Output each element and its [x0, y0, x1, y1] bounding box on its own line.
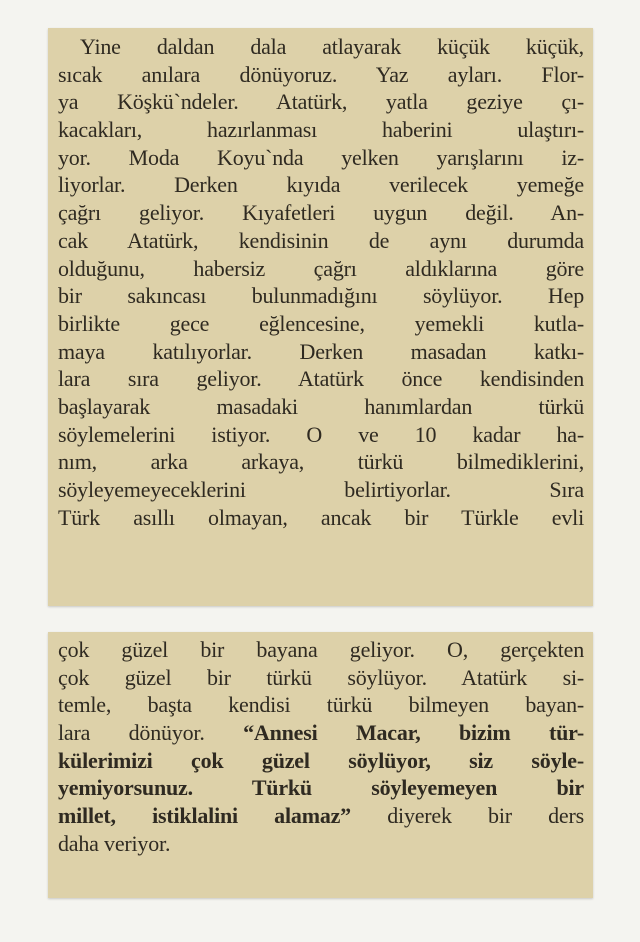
text-line: Türk asıllı olmayan, ancak bir Türkle evli — [58, 504, 584, 530]
quote-text: millet, istiklalini alamaz” — [58, 803, 351, 829]
text-line: daha veriyor. — [58, 830, 171, 856]
text-line: çağrı geliyor. Kıyafetleri uygun değil. An- — [58, 200, 584, 226]
text-line — [58, 719, 584, 747]
text-line: yor. Moda Koyu`nda yelken yarışlarını iz- — [58, 144, 584, 170]
text-line: başlayarak masadaki hanımlardan türkü — [58, 393, 584, 419]
text-line: birlikte gece eğlencesine, yemekli kutla- — [58, 310, 584, 336]
text-line: olduğunu, habersiz çağrı aldıklarına göre — [58, 255, 584, 281]
newspaper-clipping-top — [48, 28, 593, 606]
text-line: kacakları, hazırlanması haberini ulaştırı- — [58, 117, 584, 143]
text-line: lara sıra geliyor. Atatürk önce kendisinden — [58, 366, 584, 392]
text-line: nım, arka arkaya, türkü bilmediklerini, — [58, 449, 584, 475]
text-line: çok güzel bir bayana geliyor. O, gerçekten — [58, 637, 584, 662]
newspaper-clipping-bottom — [48, 632, 593, 898]
text-line: sıcak anılara dönüyoruz. Yaz ayları. Flor- — [58, 61, 584, 87]
text-line — [58, 802, 584, 830]
text-segment: lara dönüyor. — [58, 720, 244, 746]
text-line: söyleyemeyeceklerini belirtiyorlar. Sıra — [58, 477, 584, 502]
text-line: cak Atatürk, kendisinin de aynı durumda — [58, 227, 584, 253]
text-line: Yine daldan dala atlayarak küçük küçük, — [80, 34, 584, 59]
text-line: söylemelerini istiyor. O ve 10 kadar ha- — [58, 421, 584, 447]
text-line: maya katılıyorlar. Derken masadan katkı- — [58, 338, 584, 364]
text-line: çok güzel bir türkü söylüyor. Atatürk si- — [58, 664, 584, 690]
text-line: liyorlar. Derken kıyıda verilecek yemeğe — [58, 172, 584, 198]
text-line: bir sakıncası bulunmadığını söylüyor. Hep — [58, 283, 584, 309]
text-line: ya Köşkü`ndeler. Atatürk, yatla geziye çı- — [58, 89, 584, 115]
text-line: temle, başta kendisi türkü bilmeyen bayan- — [58, 692, 584, 718]
quote-text: yemiyorsunuz. Türkü söyleyemeyen bir — [58, 775, 584, 801]
text-segment: diyerek bir ders — [350, 803, 584, 829]
quote-text: külerimizi çok güzel söylüyor, siz söyle- — [58, 747, 584, 773]
quote-text: “Annesi Macar, bizim tür- — [243, 720, 584, 746]
clipping-text — [48, 636, 593, 858]
clipping-text — [48, 33, 593, 531]
